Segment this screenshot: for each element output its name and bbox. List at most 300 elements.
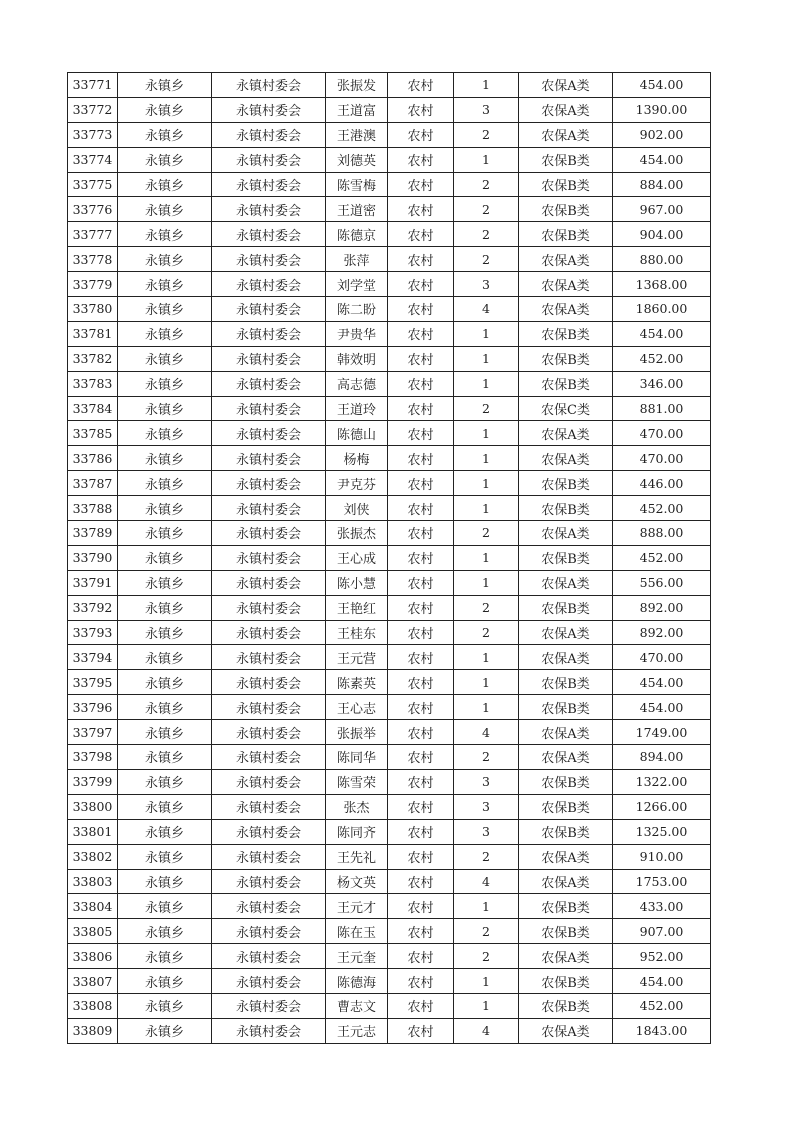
record-id-cell: 33809 [68, 1018, 118, 1043]
record-id-cell: 33779 [68, 272, 118, 297]
household-type-cell: 农村 [388, 944, 454, 969]
household-type-cell: 农村 [388, 421, 454, 446]
township-cell: 永镇乡 [118, 471, 212, 496]
person-name-cell: 尹贵华 [326, 321, 388, 346]
village-committee-cell: 永镇村委会 [212, 321, 326, 346]
amount-cell: 452.00 [613, 496, 711, 521]
insurance-class-cell: 农保A类 [519, 720, 613, 745]
record-id-cell: 33795 [68, 670, 118, 695]
table-row [68, 421, 711, 446]
village-committee-cell: 永镇村委会 [212, 197, 326, 222]
household-size-cell: 4 [454, 297, 519, 322]
village-committee-cell: 永镇村委会 [212, 521, 326, 546]
village-committee-cell: 永镇村委会 [212, 720, 326, 745]
household-type-cell: 农村 [388, 471, 454, 496]
household-type-cell: 农村 [388, 819, 454, 844]
township-cell: 永镇乡 [118, 894, 212, 919]
township-cell: 永镇乡 [118, 297, 212, 322]
insurance-class-cell: 农保B类 [519, 147, 613, 172]
record-id-cell: 33785 [68, 421, 118, 446]
household-type-cell: 农村 [388, 222, 454, 247]
amount-cell: 1368.00 [613, 272, 711, 297]
insurance-class-cell: 农保B类 [519, 545, 613, 570]
amount-cell: 470.00 [613, 645, 711, 670]
amount-cell: 454.00 [613, 73, 711, 98]
amount-cell: 454.00 [613, 969, 711, 994]
amount-cell: 1322.00 [613, 769, 711, 794]
record-id-cell: 33791 [68, 570, 118, 595]
person-name-cell: 王元奎 [326, 944, 388, 969]
household-type-cell: 农村 [388, 396, 454, 421]
village-committee-cell: 永镇村委会 [212, 620, 326, 645]
table-row [68, 1018, 711, 1043]
household-size-cell: 2 [454, 197, 519, 222]
household-size-cell: 2 [454, 247, 519, 272]
person-name-cell: 韩效明 [326, 346, 388, 371]
person-name-cell: 刘学堂 [326, 272, 388, 297]
household-type-cell: 农村 [388, 346, 454, 371]
township-cell: 永镇乡 [118, 73, 212, 98]
village-committee-cell: 永镇村委会 [212, 695, 326, 720]
table-row [68, 446, 711, 471]
record-id-cell: 33803 [68, 869, 118, 894]
person-name-cell: 陈在玉 [326, 919, 388, 944]
amount-cell: 470.00 [613, 446, 711, 471]
household-size-cell: 2 [454, 844, 519, 869]
amount-cell: 902.00 [613, 122, 711, 147]
household-type-cell: 农村 [388, 521, 454, 546]
record-id-cell: 33804 [68, 894, 118, 919]
amount-cell: 907.00 [613, 919, 711, 944]
village-committee-cell: 永镇村委会 [212, 844, 326, 869]
table-row [68, 396, 711, 421]
table-row [68, 496, 711, 521]
record-id-cell: 33778 [68, 247, 118, 272]
record-id-cell: 33801 [68, 819, 118, 844]
insurance-class-cell: 农保B类 [519, 670, 613, 695]
insurance-class-cell: 农保A类 [519, 247, 613, 272]
table-row [68, 321, 711, 346]
village-committee-cell: 永镇村委会 [212, 869, 326, 894]
amount-cell: 884.00 [613, 172, 711, 197]
household-size-cell: 4 [454, 1018, 519, 1043]
table-row [68, 172, 711, 197]
table-row [68, 297, 711, 322]
table-row [68, 122, 711, 147]
insurance-class-cell: 农保B类 [519, 197, 613, 222]
insurance-class-cell: 农保A类 [519, 620, 613, 645]
insurance-class-cell: 农保B类 [519, 595, 613, 620]
household-type-cell: 农村 [388, 496, 454, 521]
amount-cell: 910.00 [613, 844, 711, 869]
village-committee-cell: 永镇村委会 [212, 496, 326, 521]
insurance-class-cell: 农保B类 [519, 371, 613, 396]
record-id-cell: 33788 [68, 496, 118, 521]
household-size-cell: 3 [454, 769, 519, 794]
insurance-class-cell: 农保C类 [519, 396, 613, 421]
table-row [68, 346, 711, 371]
amount-cell: 452.00 [613, 346, 711, 371]
amount-cell: 1390.00 [613, 97, 711, 122]
record-id-cell: 33781 [68, 321, 118, 346]
household-type-cell: 农村 [388, 247, 454, 272]
township-cell: 永镇乡 [118, 272, 212, 297]
household-type-cell: 农村 [388, 297, 454, 322]
household-type-cell: 农村 [388, 570, 454, 595]
household-type-cell: 农村 [388, 595, 454, 620]
village-committee-cell: 永镇村委会 [212, 919, 326, 944]
table-row [68, 695, 711, 720]
record-id-cell: 33808 [68, 993, 118, 1018]
township-cell: 永镇乡 [118, 844, 212, 869]
township-cell: 永镇乡 [118, 919, 212, 944]
household-size-cell: 1 [454, 73, 519, 98]
person-name-cell: 刘侠 [326, 496, 388, 521]
village-committee-cell: 永镇村委会 [212, 745, 326, 770]
person-name-cell: 曹志文 [326, 993, 388, 1018]
household-type-cell: 农村 [388, 272, 454, 297]
household-size-cell: 1 [454, 645, 519, 670]
person-name-cell: 杨文英 [326, 869, 388, 894]
record-id-cell: 33783 [68, 371, 118, 396]
household-size-cell: 1 [454, 670, 519, 695]
household-type-cell: 农村 [388, 545, 454, 570]
record-id-cell: 33796 [68, 695, 118, 720]
insurance-class-cell: 农保A类 [519, 73, 613, 98]
household-size-cell: 1 [454, 496, 519, 521]
village-committee-cell: 永镇村委会 [212, 222, 326, 247]
table-body [68, 73, 711, 1044]
person-name-cell: 王道富 [326, 97, 388, 122]
person-name-cell: 王元志 [326, 1018, 388, 1043]
township-cell: 永镇乡 [118, 993, 212, 1018]
record-id-cell: 33802 [68, 844, 118, 869]
insurance-class-cell: 农保A类 [519, 570, 613, 595]
record-id-cell: 33798 [68, 745, 118, 770]
household-size-cell: 1 [454, 147, 519, 172]
insurance-class-cell: 农保B类 [519, 794, 613, 819]
village-committee-cell: 永镇村委会 [212, 396, 326, 421]
household-type-cell: 农村 [388, 321, 454, 346]
household-size-cell: 3 [454, 272, 519, 297]
village-committee-cell: 永镇村委会 [212, 147, 326, 172]
table-row [68, 745, 711, 770]
record-id-cell: 33806 [68, 944, 118, 969]
household-size-cell: 2 [454, 122, 519, 147]
insurance-class-cell: 农保A类 [519, 446, 613, 471]
table-row [68, 645, 711, 670]
person-name-cell: 陈德海 [326, 969, 388, 994]
insurance-class-cell: 农保A类 [519, 745, 613, 770]
amount-cell: 892.00 [613, 595, 711, 620]
household-type-cell: 农村 [388, 969, 454, 994]
amount-cell: 967.00 [613, 197, 711, 222]
amount-cell: 454.00 [613, 147, 711, 172]
township-cell: 永镇乡 [118, 496, 212, 521]
insurance-class-cell: 农保B类 [519, 969, 613, 994]
household-size-cell: 2 [454, 595, 519, 620]
person-name-cell: 王心志 [326, 695, 388, 720]
township-cell: 永镇乡 [118, 969, 212, 994]
household-type-cell: 农村 [388, 769, 454, 794]
amount-cell: 952.00 [613, 944, 711, 969]
record-id-cell: 33799 [68, 769, 118, 794]
township-cell: 永镇乡 [118, 97, 212, 122]
amount-cell: 470.00 [613, 421, 711, 446]
household-size-cell: 2 [454, 620, 519, 645]
township-cell: 永镇乡 [118, 720, 212, 745]
household-type-cell: 农村 [388, 695, 454, 720]
insurance-class-cell: 农保B类 [519, 769, 613, 794]
table-row [68, 819, 711, 844]
insurance-class-cell: 农保A类 [519, 297, 613, 322]
village-committee-cell: 永镇村委会 [212, 944, 326, 969]
household-size-cell: 2 [454, 919, 519, 944]
village-committee-cell: 永镇村委会 [212, 172, 326, 197]
village-committee-cell: 永镇村委会 [212, 894, 326, 919]
table-row [68, 147, 711, 172]
village-committee-cell: 永镇村委会 [212, 645, 326, 670]
insurance-class-cell: 农保A类 [519, 97, 613, 122]
amount-cell: 454.00 [613, 321, 711, 346]
amount-cell: 452.00 [613, 545, 711, 570]
household-size-cell: 1 [454, 695, 519, 720]
township-cell: 永镇乡 [118, 421, 212, 446]
village-committee-cell: 永镇村委会 [212, 297, 326, 322]
record-id-cell: 33775 [68, 172, 118, 197]
township-cell: 永镇乡 [118, 197, 212, 222]
person-name-cell: 陈雪荣 [326, 769, 388, 794]
person-name-cell: 张杰 [326, 794, 388, 819]
township-cell: 永镇乡 [118, 570, 212, 595]
record-id-cell: 33805 [68, 919, 118, 944]
village-committee-cell: 永镇村委会 [212, 122, 326, 147]
household-size-cell: 1 [454, 993, 519, 1018]
village-committee-cell: 永镇村委会 [212, 545, 326, 570]
amount-cell: 1325.00 [613, 819, 711, 844]
household-type-cell: 农村 [388, 794, 454, 819]
household-size-cell: 1 [454, 321, 519, 346]
household-size-cell: 1 [454, 371, 519, 396]
township-cell: 永镇乡 [118, 321, 212, 346]
record-id-cell: 33794 [68, 645, 118, 670]
person-name-cell: 张振杰 [326, 521, 388, 546]
person-name-cell: 王元营 [326, 645, 388, 670]
person-name-cell: 王港澳 [326, 122, 388, 147]
insurance-class-cell: 农保A类 [519, 272, 613, 297]
amount-cell: 454.00 [613, 695, 711, 720]
household-type-cell: 农村 [388, 147, 454, 172]
amount-cell: 1266.00 [613, 794, 711, 819]
household-type-cell: 农村 [388, 844, 454, 869]
insurance-class-cell: 农保B类 [519, 496, 613, 521]
table-row [68, 944, 711, 969]
record-id-cell: 33797 [68, 720, 118, 745]
village-committee-cell: 永镇村委会 [212, 421, 326, 446]
household-type-cell: 农村 [388, 73, 454, 98]
insurance-class-cell: 农保B类 [519, 346, 613, 371]
insurance-class-cell: 农保B类 [519, 471, 613, 496]
household-size-cell: 2 [454, 396, 519, 421]
household-type-cell: 农村 [388, 894, 454, 919]
insurance-class-cell: 农保A类 [519, 944, 613, 969]
township-cell: 永镇乡 [118, 396, 212, 421]
table-row [68, 969, 711, 994]
township-cell: 永镇乡 [118, 172, 212, 197]
household-type-cell: 农村 [388, 1018, 454, 1043]
township-cell: 永镇乡 [118, 819, 212, 844]
insurance-class-cell: 农保B类 [519, 993, 613, 1018]
table-row [68, 73, 711, 98]
person-name-cell: 陈德山 [326, 421, 388, 446]
person-name-cell: 王道玲 [326, 396, 388, 421]
person-name-cell: 陈德京 [326, 222, 388, 247]
record-id-cell: 33784 [68, 396, 118, 421]
household-size-cell: 2 [454, 521, 519, 546]
table-row [68, 595, 711, 620]
household-size-cell: 1 [454, 346, 519, 371]
township-cell: 永镇乡 [118, 247, 212, 272]
table-row [68, 894, 711, 919]
person-name-cell: 尹克芬 [326, 471, 388, 496]
village-committee-cell: 永镇村委会 [212, 1018, 326, 1043]
record-id-cell: 33771 [68, 73, 118, 98]
household-type-cell: 农村 [388, 670, 454, 695]
village-committee-cell: 永镇村委会 [212, 97, 326, 122]
person-name-cell: 陈雪梅 [326, 172, 388, 197]
record-id-cell: 33800 [68, 794, 118, 819]
household-type-cell: 农村 [388, 720, 454, 745]
table-row [68, 720, 711, 745]
household-type-cell: 农村 [388, 97, 454, 122]
township-cell: 永镇乡 [118, 446, 212, 471]
township-cell: 永镇乡 [118, 620, 212, 645]
record-id-cell: 33774 [68, 147, 118, 172]
table-row [68, 272, 711, 297]
table-row [68, 670, 711, 695]
amount-cell: 1860.00 [613, 297, 711, 322]
table-row [68, 247, 711, 272]
table-row [68, 521, 711, 546]
amount-cell: 452.00 [613, 993, 711, 1018]
table-row [68, 471, 711, 496]
table-row [68, 570, 711, 595]
household-size-cell: 2 [454, 222, 519, 247]
records-table [67, 72, 711, 1044]
insurance-class-cell: 农保B类 [519, 919, 613, 944]
person-name-cell: 陈同华 [326, 745, 388, 770]
person-name-cell: 王艳红 [326, 595, 388, 620]
table-row [68, 919, 711, 944]
township-cell: 永镇乡 [118, 147, 212, 172]
record-id-cell: 33773 [68, 122, 118, 147]
record-id-cell: 33790 [68, 545, 118, 570]
village-committee-cell: 永镇村委会 [212, 371, 326, 396]
record-id-cell: 33782 [68, 346, 118, 371]
township-cell: 永镇乡 [118, 122, 212, 147]
person-name-cell: 张振发 [326, 73, 388, 98]
person-name-cell: 王先礼 [326, 844, 388, 869]
household-type-cell: 农村 [388, 122, 454, 147]
village-committee-cell: 永镇村委会 [212, 969, 326, 994]
insurance-class-cell: 农保A类 [519, 521, 613, 546]
township-cell: 永镇乡 [118, 944, 212, 969]
household-type-cell: 农村 [388, 993, 454, 1018]
village-committee-cell: 永镇村委会 [212, 247, 326, 272]
household-size-cell: 2 [454, 745, 519, 770]
township-cell: 永镇乡 [118, 794, 212, 819]
table-row [68, 844, 711, 869]
household-size-cell: 1 [454, 570, 519, 595]
person-name-cell: 陈小慧 [326, 570, 388, 595]
record-id-cell: 33772 [68, 97, 118, 122]
amount-cell: 346.00 [613, 371, 711, 396]
person-name-cell: 杨梅 [326, 446, 388, 471]
township-cell: 永镇乡 [118, 670, 212, 695]
person-name-cell: 张振举 [326, 720, 388, 745]
household-type-cell: 农村 [388, 919, 454, 944]
amount-cell: 880.00 [613, 247, 711, 272]
household-size-cell: 1 [454, 471, 519, 496]
record-id-cell: 33780 [68, 297, 118, 322]
insurance-class-cell: 农保A类 [519, 844, 613, 869]
village-committee-cell: 永镇村委会 [212, 570, 326, 595]
household-size-cell: 1 [454, 969, 519, 994]
household-size-cell: 3 [454, 97, 519, 122]
insurance-class-cell: 农保A类 [519, 869, 613, 894]
table-row [68, 794, 711, 819]
household-type-cell: 农村 [388, 645, 454, 670]
village-committee-cell: 永镇村委会 [212, 346, 326, 371]
amount-cell: 888.00 [613, 521, 711, 546]
record-id-cell: 33789 [68, 521, 118, 546]
household-type-cell: 农村 [388, 371, 454, 396]
person-name-cell: 王心成 [326, 545, 388, 570]
amount-cell: 881.00 [613, 396, 711, 421]
household-type-cell: 农村 [388, 745, 454, 770]
village-committee-cell: 永镇村委会 [212, 794, 326, 819]
amount-cell: 556.00 [613, 570, 711, 595]
person-name-cell: 刘德英 [326, 147, 388, 172]
amount-cell: 433.00 [613, 894, 711, 919]
village-committee-cell: 永镇村委会 [212, 595, 326, 620]
person-name-cell: 陈素英 [326, 670, 388, 695]
household-type-cell: 农村 [388, 172, 454, 197]
person-name-cell: 王元才 [326, 894, 388, 919]
township-cell: 永镇乡 [118, 695, 212, 720]
table-row [68, 545, 711, 570]
record-id-cell: 33786 [68, 446, 118, 471]
household-size-cell: 2 [454, 944, 519, 969]
table-row [68, 222, 711, 247]
household-type-cell: 农村 [388, 869, 454, 894]
household-size-cell: 3 [454, 819, 519, 844]
table-row [68, 869, 711, 894]
village-committee-cell: 永镇村委会 [212, 670, 326, 695]
village-committee-cell: 永镇村委会 [212, 272, 326, 297]
table-row [68, 769, 711, 794]
insurance-class-cell: 农保A类 [519, 122, 613, 147]
insurance-class-cell: 农保B类 [519, 819, 613, 844]
township-cell: 永镇乡 [118, 346, 212, 371]
record-id-cell: 33776 [68, 197, 118, 222]
record-id-cell: 33793 [68, 620, 118, 645]
village-committee-cell: 永镇村委会 [212, 446, 326, 471]
household-size-cell: 2 [454, 172, 519, 197]
village-committee-cell: 永镇村委会 [212, 819, 326, 844]
insurance-class-cell: 农保A类 [519, 645, 613, 670]
insurance-class-cell: 农保A类 [519, 1018, 613, 1043]
